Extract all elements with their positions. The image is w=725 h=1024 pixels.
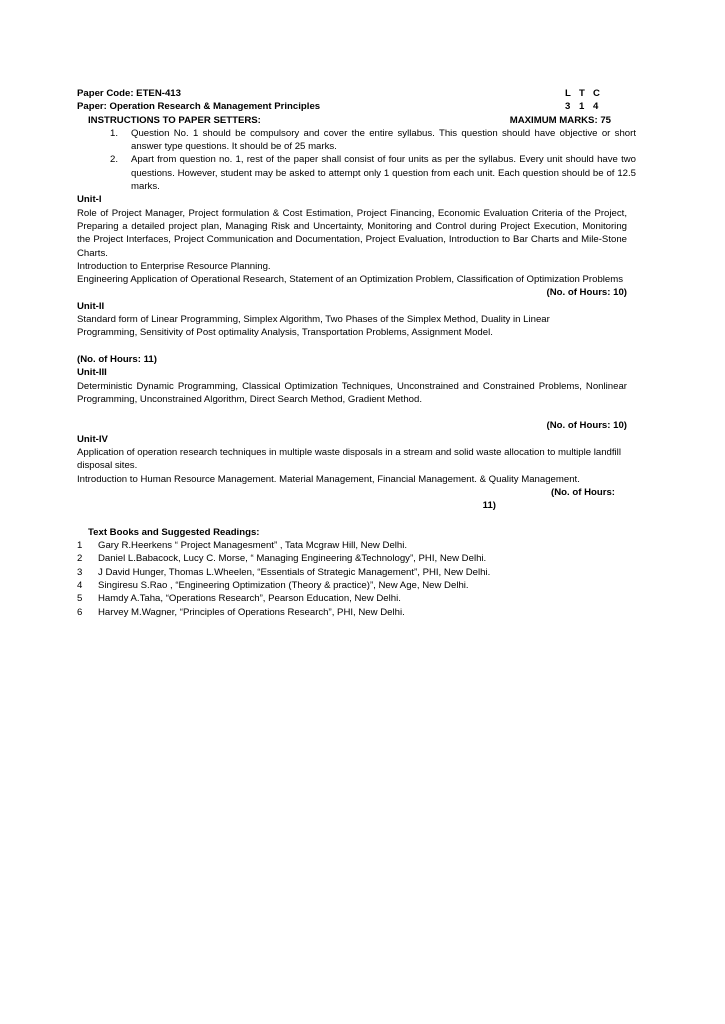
book-number: 4 (77, 579, 83, 591)
book-item (77, 552, 627, 565)
instruction-text: Question No. 1 should be compulsory and cover the entire syllabus. This question should have objective or short answer type questions. It should be of 25 marks. (131, 127, 636, 153)
header-row-2 (77, 100, 627, 113)
instruction-item (110, 153, 636, 193)
unit-1-or: Engineering Application of Operational Research, Statement of an Optimization Problem, Classification of Optimization Problems (77, 274, 624, 286)
instruction-item (110, 127, 636, 154)
instruction-text: Apart from question no. 1, rest of the paper shall consist of four units as per the syllabus. Every unit should have two questions. However, student may be asked to attempt only 1 question from each unit. Each question should be of 12.5 marks. (131, 154, 636, 193)
paper-title: Paper: Operation Research & Management Principles (77, 101, 321, 113)
max-marks: MAXIMUM MARKS: 75 (509, 114, 611, 126)
unit-3-hours: (No. of Hours: 10) (546, 420, 627, 432)
book-item (77, 539, 627, 552)
header-row-1 (77, 87, 627, 100)
syllabus-page (77, 87, 636, 619)
book-text: Harvey M.Wagner, “Principles of Operations Research”, PHI, New Delhi. (98, 606, 405, 618)
book-number: 2 (77, 553, 83, 565)
books-list (77, 539, 627, 619)
instruction-number: 2. (110, 154, 119, 166)
book-number: 3 (77, 566, 83, 578)
ltc-values (565, 100, 607, 113)
unit-1-title: Unit-I (77, 194, 102, 206)
instruction-number: 1. (110, 127, 119, 139)
book-number: 1 (77, 540, 83, 552)
ltc-label-t: T (579, 88, 585, 99)
unit-4-hours-b: 11) (482, 500, 496, 512)
instructions-heading: INSTRUCTIONS TO PAPER SETTERS: (88, 114, 261, 126)
book-item (77, 592, 627, 605)
book-item (77, 606, 627, 619)
ltc-value-t: 1 (579, 101, 585, 113)
unit-4-content: Application of operation research techniques in multiple waste disposals in a stream and solid waste allocation to multiple landfill disposal sites. (77, 447, 621, 472)
ltc-labels (565, 87, 607, 100)
book-text: J David Hunger, Thomas L.Wheelen, “Essentials of Strategic Management”, PHI, New Delhi. (98, 566, 491, 578)
unit-4-title: Unit-IV (77, 433, 108, 445)
books-title: Text Books and Suggested Readings: (88, 526, 260, 538)
unit-3-title: Unit-III (77, 367, 107, 379)
instructions-list (77, 127, 636, 193)
unit-2-title: Unit-II (77, 300, 105, 312)
book-number: 5 (77, 593, 83, 605)
book-number: 6 (77, 606, 83, 618)
unit-1-hours: (No. of Hours: 10) (546, 287, 627, 299)
book-text: Singiresu S.Rao , “Engineering Optimization (Theory & practice)”, New Age, New Delhi. (98, 579, 469, 591)
unit-1-erp: Introduction to Enterprise Resource Planning. (77, 260, 271, 272)
unit-2-content: Standard form of Linear Programming, Simplex Algorithm, Two Phases of the Simplex Method, Duality in Linear Programming, Sensitivity of Post optimality Analysis, Transportation Problems, Assignment Model. (77, 314, 550, 339)
ltc-value-l: 3 (565, 101, 571, 113)
unit-4-hours-a: (No. of Hours: (551, 486, 615, 498)
unit-4-hrm: Introduction to Human Resource Management. Material Management, Financial Management. & Quality Management. (77, 473, 580, 485)
book-text: Gary R.Heerkens “ Project Managesment” , Tata Mcgraw Hill, New Delhi. (98, 540, 408, 552)
book-text: Daniel L.Babacock, Lucy C. Morse, “ Managing Engineering &Technology”, PHI, New Delhi. (98, 553, 487, 565)
book-item (77, 566, 627, 579)
ltc-label-l: L (565, 88, 571, 99)
unit-2-hours: (No. of Hours: 11) (77, 353, 157, 365)
ltc-value-c: 4 (593, 101, 599, 113)
paper-code: Paper Code: ETEN-413 (77, 88, 181, 99)
book-item (77, 579, 627, 592)
unit-3-content: Deterministic Dynamic Programming, Classical Optimization Techniques, Unconstrained and Constrained Problems, Nonlinear Programming, Unconstrained Algorithm, Direct Search Method, Gradient Method. (77, 380, 627, 405)
unit-1-content: Role of Project Manager, Project formulation & Cost Estimation, Project Financing, Economic Evaluation Criteria of the Project, Preparing a detailed project plan, Managing Risk and Uncertainty, Monitoring and Control during Project Execution, Monitoring the Project Interfaces, Project Communication and Documentation, Project Evaluation, Introduction to Bar Charts and Mile-Stone Charts. (77, 207, 627, 259)
book-text: Hamdy A.Taha, “Operations Research”, Pearson Education, New Delhi. (98, 593, 401, 605)
instructions-header (77, 114, 627, 127)
ltc-label-c: C (593, 88, 600, 99)
